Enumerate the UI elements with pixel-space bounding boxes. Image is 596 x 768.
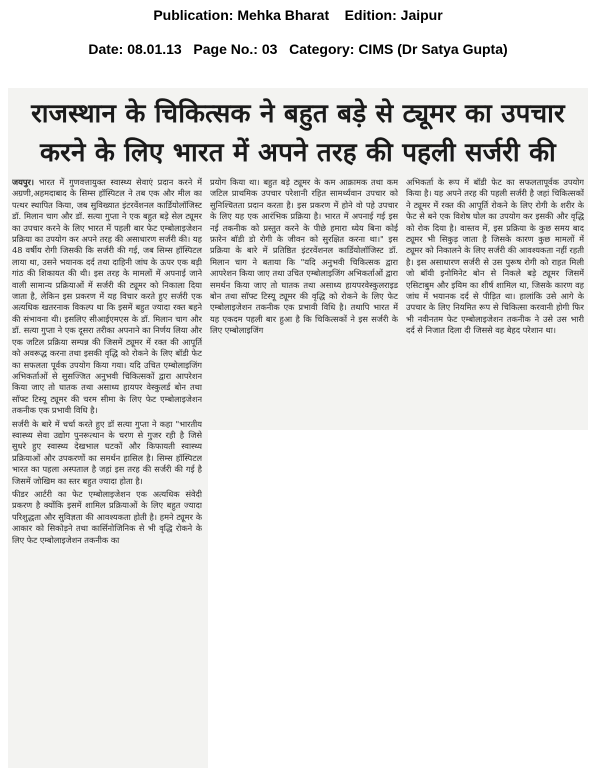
page-background-right	[208, 430, 596, 768]
article-column-2	[210, 177, 398, 407]
article-paragraph: प्रयोग किया था। बहुत बड़े ट्यूमर के कम आक्रामक तथा कम जटिल प्राथमिक उपचार परेशानी रहित सामर्थ्यवान उपचार को सुनिश्चितता प्रदान करता है। इस प्रकरण में होने वो पहे उपचार के लिए यह एक आरंभिक प्रक्रिया है। भारत में अपनाई गई इस नई तकनीक को प्रस्तुत करने के पीछे हमारा ध्येय बिना कोई फ़ारेन बॉडी डो रोगी के जीवन को सुरक्षित करना था।" इस प्रक्रिया के बारे में प्रतिष्ठित इंटरवेंशनल कार्डियोलॉजिस्ट डॉ. मिलान चाग ने बताया कि "यदि अनुभवी चिकित्सक द्वारा आपरेशन किया जाए तथा उचित एम्बोलाइजिंग अभिकर्ताओं द्वारा समर्थन किया जाए तो घातक तथा असाध्य हायपरवेस्कुलराइड बोन तथा सॉफ्ट टिस्यू ट्यूमर की वृद्धि को रोकने के लिए फेट एम्बोलाइजेशन तकनीक एक प्रभावी विधि है। तथापि भारत में यह एकदम पहली बार हुआ है कि चिकित्सकों ने इस सर्जरी के लिए एम्बोलाइजिंग	[210, 177, 398, 336]
article-column-1	[12, 177, 202, 763]
publication-line: Publication: Mehka Bharat Edition: Jaipur	[153, 7, 443, 23]
article-paragraph	[12, 177, 202, 417]
article-paragraph: अभिकर्ता के रूप में बॉडी फेट का सफलतापूर्वक उपयोग किया है। यह अपने तरह की पहली सर्जरी है जहां चिकित्सकों ने ट्यूमर में रक्त की आपूर्ति रोकने के लिए रोगी के शरीर के फेट से बने एक विशेष घोल का उपयोग कर इसकी और वृद्धि को रोक दिया है। वास्तव में, इस प्रक्रिया के कुछ समय बाद ट्यूमर भी सिकुड़ जाता है जिसके कारण कुछ मामलों में ट्यूमर को निकालने के लिए सर्जरी की आवश्यकता नहीं रहती है। इस असाधारण सर्जरी से उस पुरूष रोगी को राहत मिली जो बॉयी इनोमिनेट बोन से निकले बड़े ट्यूमर जिसमें एसिटाबुम और इयिम का शीर्ष शामिल था, जिसके कारण वह जांघ में भयानक दर्द से पीड़ित था। हालांकि उसे आगे के उपचार के लिए नियमित रूप से चिकित्सा करवानी होगी फिर भी नवीनतम फेट एम्बोलाइजेशन तकनीक ने उसे उस भारी दर्द से निजात दिला दी जिससे वह बेहद परेशान था।	[406, 177, 584, 336]
dateline: जयपुर।	[12, 177, 34, 187]
article-column-3	[406, 177, 584, 427]
paragraph-text: भारत में गुणवत्तायुक्त स्वास्थ्य सेवाएं प्रदान करने में अग्रणी,अहमदाबाद के सिम्स हॉस्पिटल ने तब एक और मील का पत्थर स्थापित किया, जब सुविख्यात इंटरवेंशनल कार्डियोलॉजिस्ट डॉ. मिलान चाग और डॉ. सत्या गुप्ता ने एक बहुत बड़े सेल ट्यूमर का उपचार करने के लिए भारत में पहली बार फेट एम्बोलाइजेशन प्रक्रिया का उपयोग कर अपने तरह की असाधारण सर्जरी की। यह 48 वर्षीय रोगी जिसकी कि सर्जरी की गई, जब सिम्स हॉस्पिटल लाया था, उसने भयानक दर्द तथा दाहिनी जांघ के ऊपर एक बड़ी गांठ की शिकायत की थी। इस तरह के मामलों में अपनाई जाने वाली सामान्य प्रक्रियाओं में सर्जरी की ट्यूमर को निकाला दिया जाता है, लेकिन इस प्रकरण में यह विचार करते हुए सर्जरी एक अत्यधिक खतरनाक विकल्प था कि इसमें बहुत ज्यादा रक्त बहने की संभावना थी। इसलिए सीआईएमएस के डॉ. मिलान चाग और डॉ. सत्या गुप्ता ने एक दूसरा तरीका अपनाने का निर्णय लिया और एक जटिल प्रक्रिया सम्पन्न की जिसमें ट्यूमर में रक्त की आपूर्ति को अवरूद्ध करना तथा इसकी वृद्धि को रोकने के लिए बॉडी फेट का सफलता पूर्वक उपयोग किया गया। यदि उचित एम्बोलाइजिंग अभिकर्ताओं से सुसज्जित अनुभवी चिकित्सकों द्वारा आपरेशन किया जाए तो घातक तथा असाध्य हायपर वेस्कुलर्ड बोन तथा सॉफ्ट टिस्यू ट्यूमर की चरम सीमा के लिए फेट एम्बोलाइजेशन तकनीक एक प्रभावी विधि है।	[12, 177, 202, 416]
date-line: Date: 08.01.13 Page No.: 03 Category: CIMS (Dr Satya Gupta)	[88, 41, 508, 57]
headline-line-1: राजस्थान के चिकित्सक ने बहुत बड़े से ट्यूमर का उपचार	[31, 99, 565, 129]
headline-line-2: करने के लिए भारत में अपने तरह की पहली सर्जरी की	[40, 138, 556, 168]
article-paragraph: सर्जरी के बारे में चर्चा करते हुए डॉ सत्या गुप्ता ने कहा "भारतीय स्वास्थ्य सेवा उद्योग पुनरूत्थान के चरण से गुजर रही है जिसे सुधरे हुए स्वास्थ्य देखभाल घटकों और किफायती स्वास्थ्य प्रक्रियाओं और उपकरणों का समर्थन हासिल है। सिम्स हॉस्पिटल भारत का पहला अस्पताल है जहां इस तरह की सर्जरी की गई है जिसमें जोखिम का स्तर बहुत ज्यादा होता है।	[12, 418, 202, 486]
article-paragraph: फीडर आर्टरी का फेट एम्बोलाइजेशन एक अत्यधिक संवेदी प्रकरण है क्योंकि इसमें शामिल प्रक्रियाओं के लिए बहुत ज्यादा परिशुद्धता और सुविज्ञता की आवश्यकता होती है। हमने ट्यूमर के आकार को सिकोड़ने तथा कार्सिनोजिनिक से भी वृद्धि रोकने के लिए फेट एम्बोलाइजेशन तकनीक का	[12, 488, 202, 545]
